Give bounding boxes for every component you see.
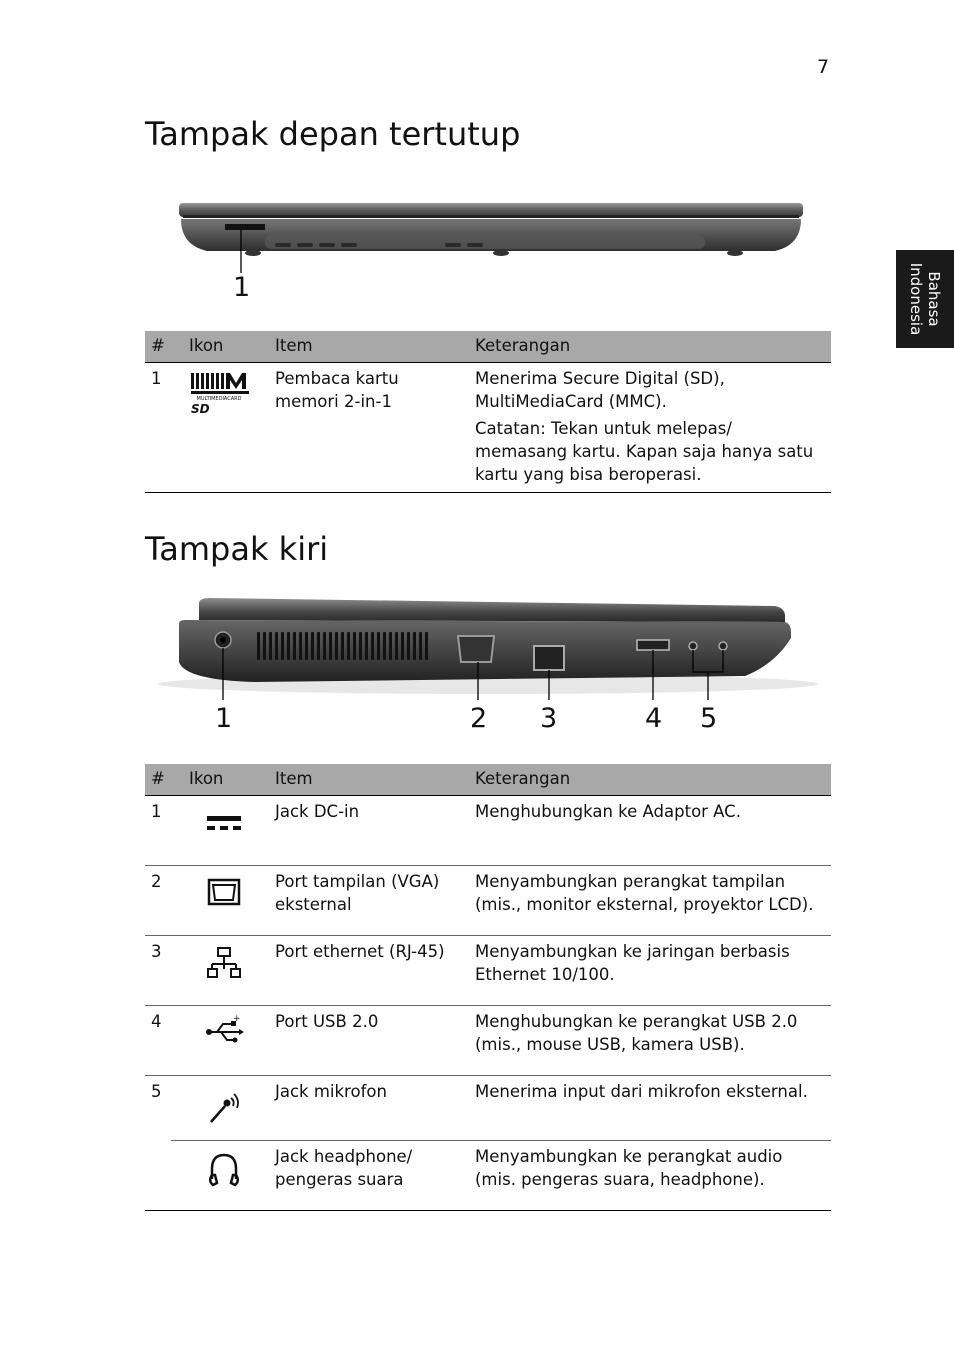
header-item: Item	[263, 764, 465, 796]
header-item: Item	[263, 331, 465, 363]
row-desc-cell	[465, 363, 831, 493]
row-item: Port tampilan (VGA) eksternal	[263, 866, 465, 936]
header-num: #	[145, 331, 171, 363]
row-num	[145, 1141, 171, 1211]
headphone-icon	[171, 1141, 263, 1211]
row-item: Pembaca kartu memori 2-in-1	[275, 369, 399, 411]
row-desc: Menyambungkan ke perangkat audio (mis. pengeras suara, headphone).	[465, 1141, 831, 1211]
ethernet-icon	[171, 936, 263, 1006]
language-tab-line2: Indonesia	[907, 262, 925, 336]
left-ports-table	[145, 764, 831, 1211]
vga-icon	[171, 866, 263, 936]
front-ports-table	[145, 331, 831, 493]
table-header	[145, 331, 831, 363]
usb-icon	[171, 1006, 263, 1076]
header-keterangan: Keterangan	[465, 331, 831, 363]
section-title-left: Tampak kiri	[145, 530, 329, 568]
header-keterangan: Keterangan	[465, 764, 831, 796]
table-row	[145, 1141, 831, 1211]
row-num: 2	[145, 866, 171, 936]
table-header	[145, 764, 831, 796]
section-title-front: Tampak depan tertutup	[145, 115, 521, 153]
table-row	[145, 1006, 831, 1076]
row-desc: Menyambungkan ke jaringan berbasis Ethernet 10/100.	[465, 936, 831, 1006]
callout-1: 1	[215, 703, 233, 734]
callout-4: 4	[645, 703, 663, 734]
row-num: 1	[151, 802, 162, 821]
header-ikon: Ikon	[171, 764, 263, 796]
language-tab	[896, 250, 954, 348]
callout-5: 5	[700, 703, 718, 734]
row-item: Port ethernet (RJ-45)	[263, 936, 465, 1006]
callout-1: 1	[233, 272, 251, 303]
table-row	[145, 1076, 831, 1141]
row-note	[475, 417, 825, 486]
laptop-front-closed-illustration	[145, 195, 831, 305]
svg-text:MULTIMEDIACARD: MULTIMEDIACARD	[196, 396, 242, 402]
row-num: 1	[151, 369, 162, 388]
row-desc: Menerima Secure Digital (SD), MultiMediaCard (MMC).	[475, 369, 725, 411]
row-item: Jack headphone/ pengeras suara	[263, 1141, 465, 1211]
page-number: 7	[817, 56, 830, 78]
row-item: Jack DC-in	[275, 802, 360, 821]
row-num: 3	[145, 936, 171, 1006]
language-tab-line1: Bahasa	[925, 271, 943, 327]
row-desc: Menerima input dari mikrofon eksternal.	[465, 1076, 831, 1141]
row-num: 5	[145, 1076, 171, 1141]
dc-in-icon	[171, 796, 263, 866]
row-num: 4	[145, 1006, 171, 1076]
callout-3: 3	[540, 703, 558, 734]
table-row	[145, 866, 831, 936]
row-desc: Menyambungkan perangkat tampilan (mis., monitor eksternal, proyektor LCD).	[465, 866, 831, 936]
table-row	[145, 363, 831, 493]
row-item: Port USB 2.0	[263, 1006, 465, 1076]
table-row	[145, 796, 831, 866]
row-desc: Menghubungkan ke Adaptor AC.	[475, 802, 741, 821]
laptop-left-side-illustration	[145, 592, 831, 742]
svg-text:SD: SD	[191, 402, 210, 416]
svg-text:+: +	[233, 1014, 241, 1024]
row-item: Jack mikrofon	[263, 1076, 465, 1141]
header-num: #	[145, 764, 171, 796]
row-desc: Menghubungkan ke perangkat USB 2.0 (mis., mouse USB, kamera USB).	[465, 1006, 831, 1076]
note-text: Tekan untuk melepas/ memasang kartu. Kapan saja hanya satu kartu yang bisa beroperasi.	[475, 419, 814, 484]
microphone-icon	[171, 1076, 263, 1141]
memory-card-icon	[171, 363, 263, 493]
header-ikon: Ikon	[171, 331, 263, 363]
table-row	[145, 936, 831, 1006]
callout-2: 2	[470, 703, 488, 734]
note-label: Catatan:	[475, 419, 546, 438]
